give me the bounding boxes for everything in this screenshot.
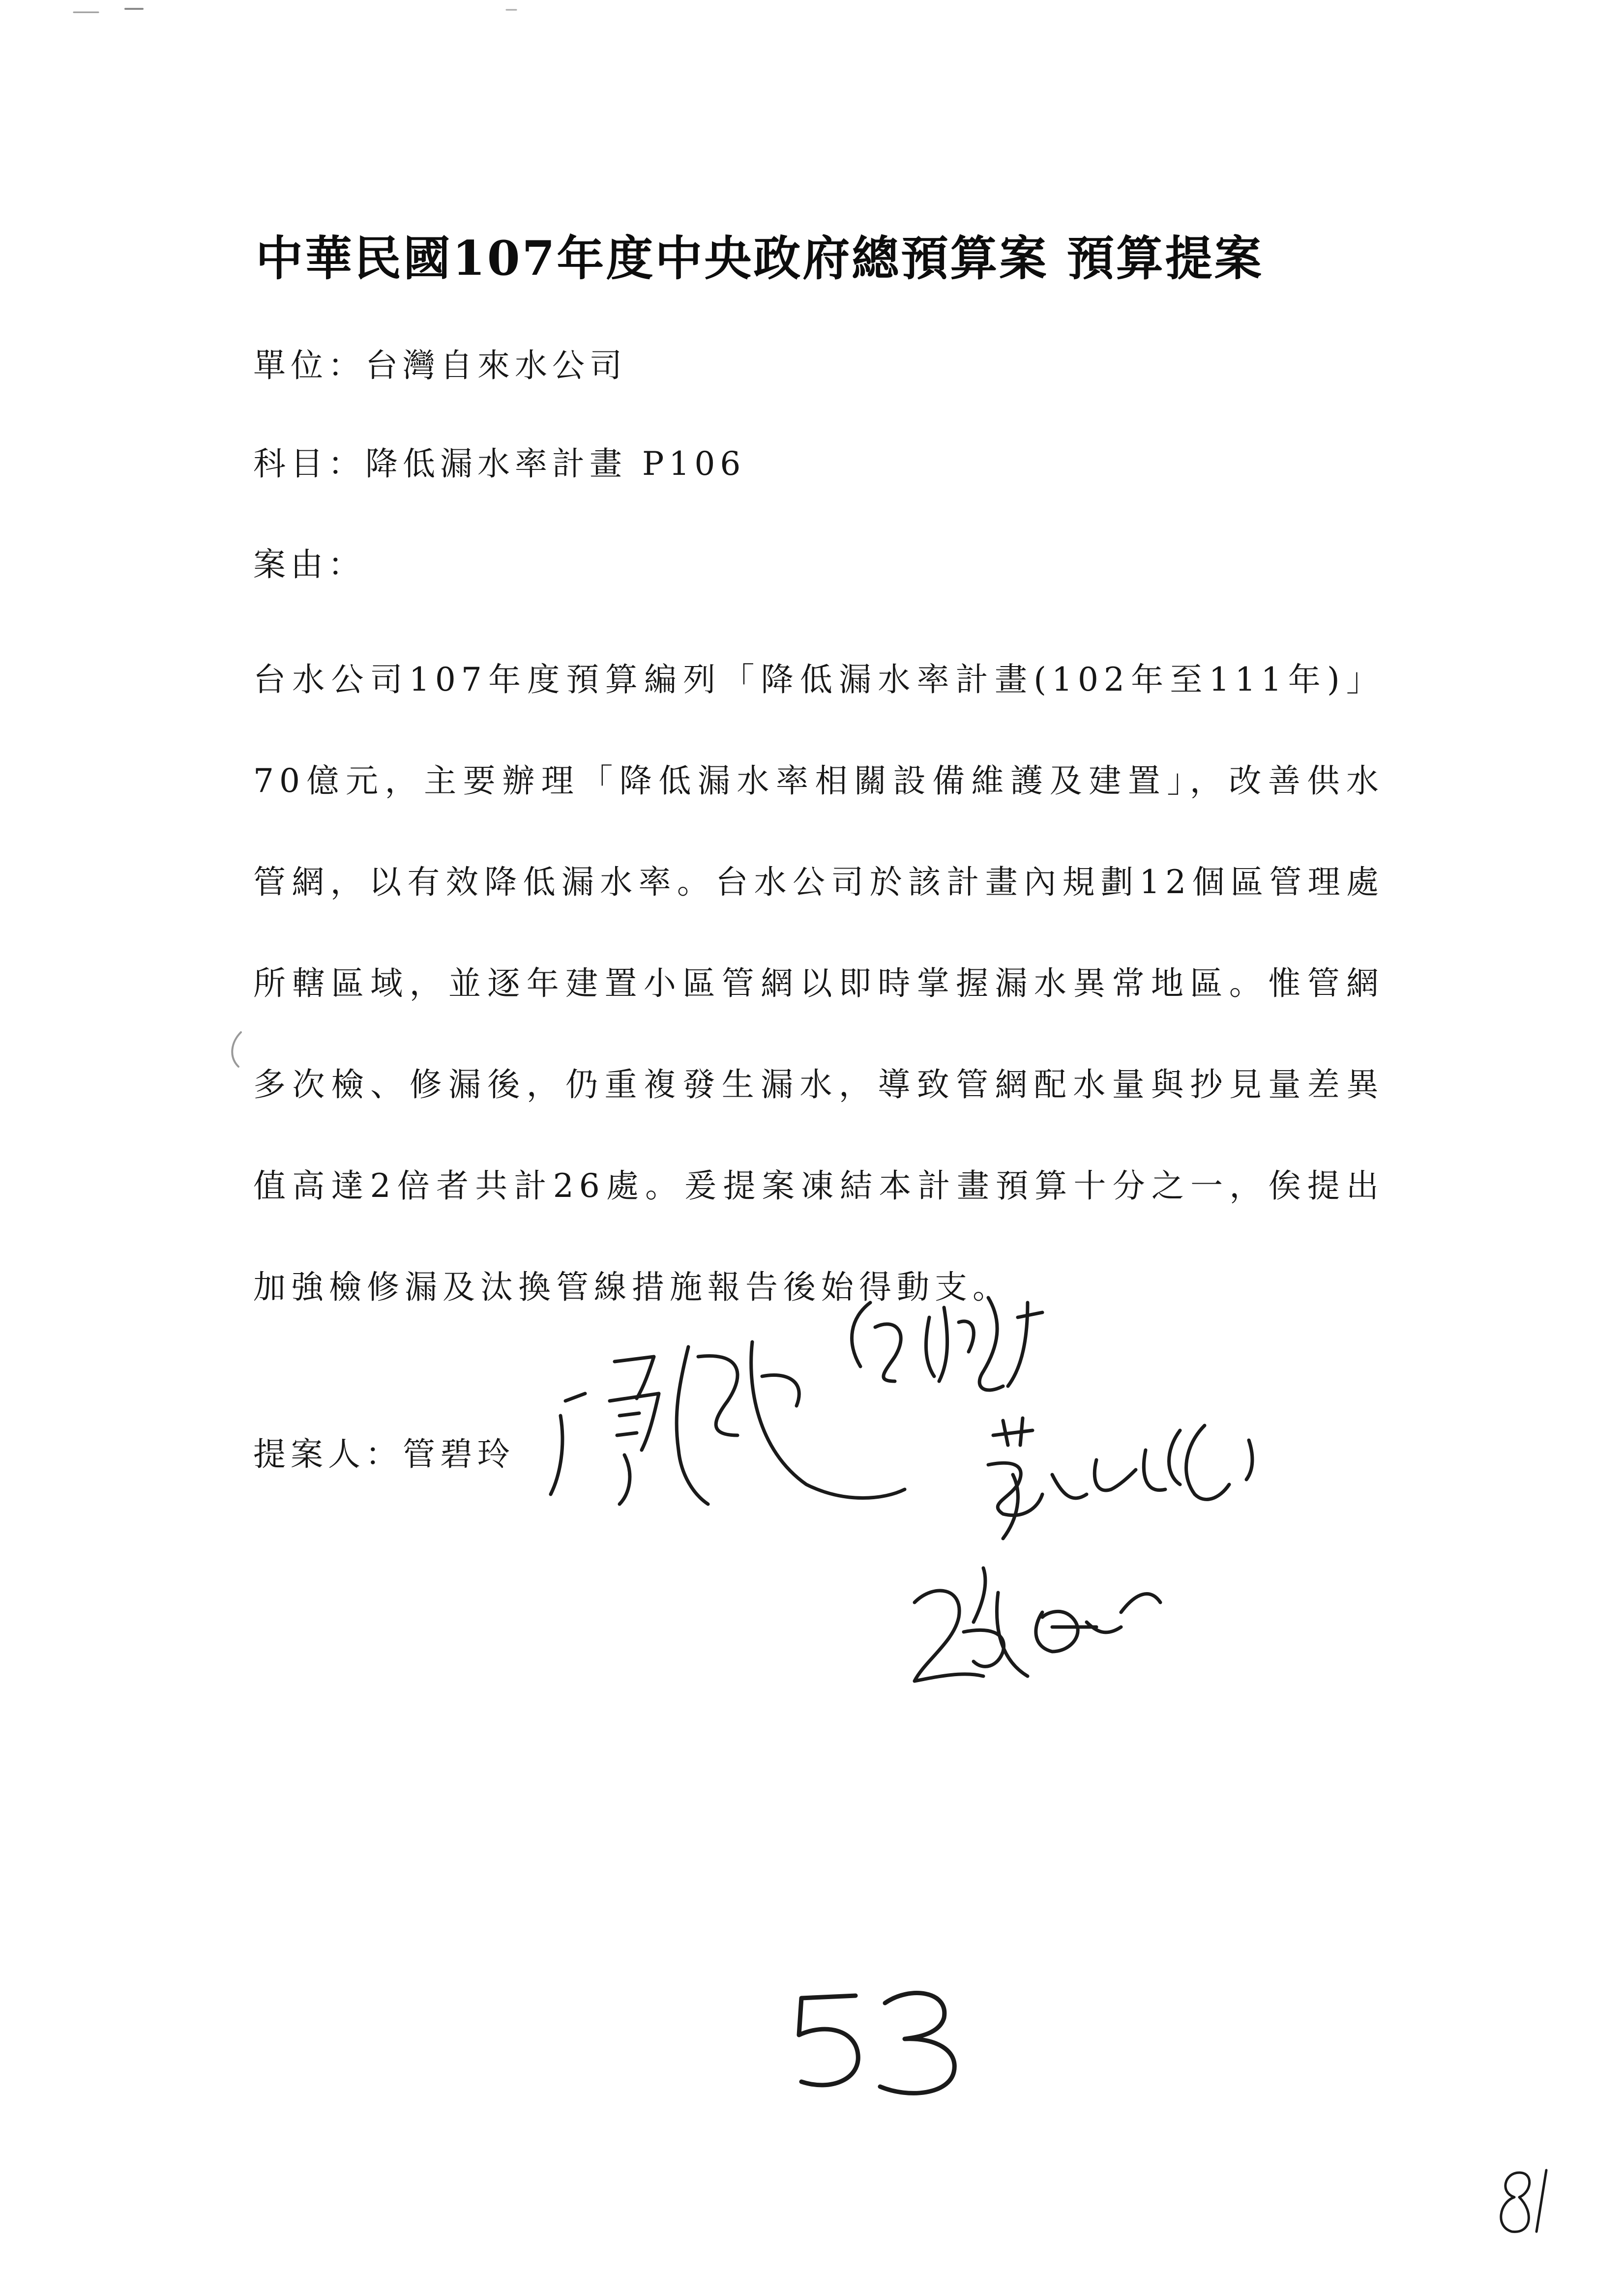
handwritten-sheet-number bbox=[1485, 2158, 1564, 2241]
subject-line: 科目：降低漏水率計畫 P106 bbox=[253, 445, 746, 483]
proposal-body: 台水公司107年度預算編列「降低漏水率計畫(102年至111年)」70億元，主要辦理「降低漏水率相關設備維護及建置」，改善供水管網，以有效降低漏水率。台水公司於該計畫內規劃12個區管理處所轄區域，並逐年建置小區管網以即時掌握漏水異常地區。惟管網多次檢、修漏後，仍重複發生漏水，導致管網配水量與抄見量差異值高達2倍者共計26處。爰提案凍結本計畫預算十分之一，俟提出加強檢修漏及汰換管線措施報告後始得動支。 bbox=[253, 661, 1384, 1306]
stray-pen-mark bbox=[221, 1027, 251, 1072]
signature-3 bbox=[988, 1418, 1252, 1539]
reason-label: 案由： bbox=[253, 546, 365, 583]
unit-line: 單位：台灣自來水公司 bbox=[253, 347, 627, 384]
signature-4 bbox=[915, 1568, 1160, 1681]
signature-1 bbox=[551, 1342, 905, 1504]
handwritten-signatures bbox=[531, 1288, 1391, 1755]
proposer-line: 提案人：管碧玲 bbox=[253, 1435, 515, 1473]
scan-marks bbox=[0, 0, 1624, 29]
document-title: 中華民國107年度中央政府總預算案 預算提案 bbox=[256, 231, 1264, 286]
handwritten-page-number bbox=[772, 1976, 978, 2104]
signature-2 bbox=[852, 1298, 1042, 1390]
